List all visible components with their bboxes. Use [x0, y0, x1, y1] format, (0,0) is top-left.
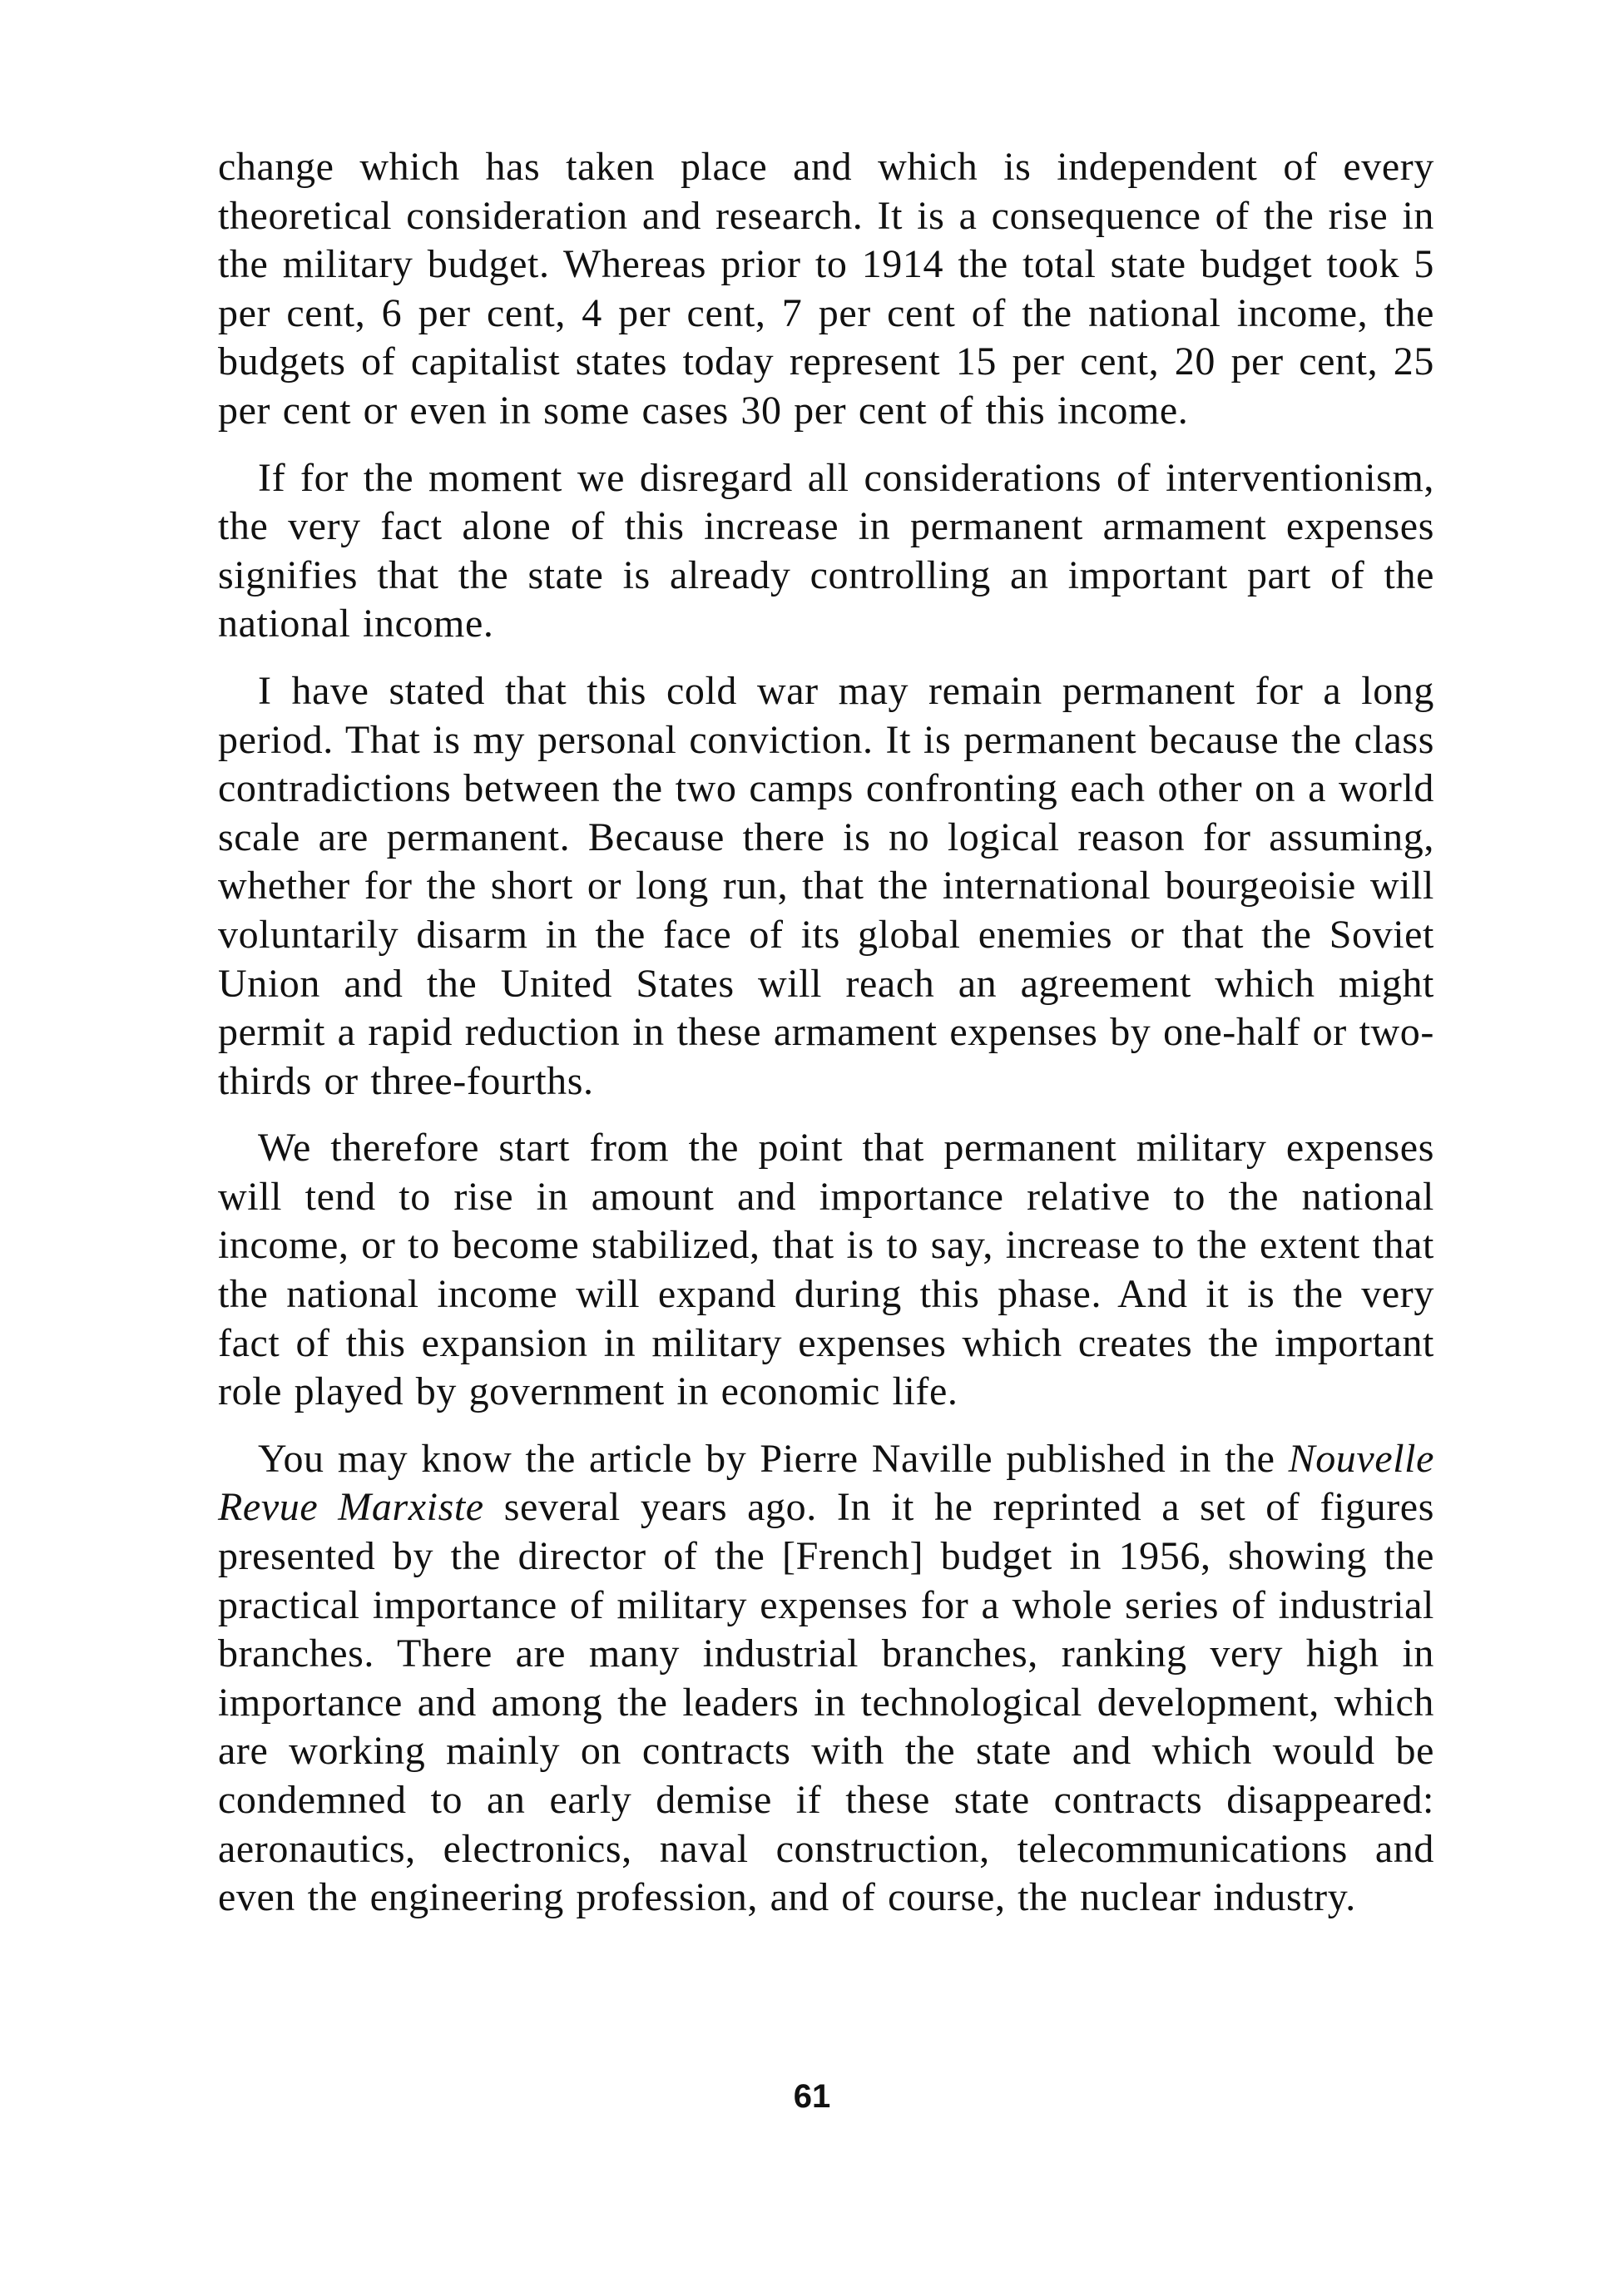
paragraph-4: We therefore start from the point that permanent military expenses will tend to rise in amount and importance relative to the national income, or to become stabilized, that is to say, increase to the extent that the national income will expand during this phase. And it is the very fact of this expansion in military expenses which creates the important role played by government in economic life. — [218, 1126, 1434, 1414]
paragraph-1: change which has taken place and which is independent of every theoretical consideration and research. It is a consequence of the rise in the military budget. Whereas prior to 1914 the total state budget took 5 per cent, 6 per cent, 4 per cent, 7 per cent of the national income, the budgets of capitalist states today represent 15 per cent, 20 per cent, 25 per cent or even in some cases 30 per cent of this income. — [218, 145, 1434, 433]
paragraph-5-after: several years ago. In it he reprinted a set of figures presented by the director of the [French] budget in 1956, showing the practical importance of military expenses for a whole series of industrial branches. There are many industrial branches, ranking very high in importance and among the leaders in technological development, which are working mainly on contracts with the state and which would be condemned to an early demise if these state contracts disappeared: aeronautics, electronics, naval construction, telecommunications and even the engineering profession, and of course, the nuclear industry. — [218, 1485, 1434, 1920]
page-number: 61 — [793, 2078, 831, 2115]
paragraph-3: I have stated that this cold war may remain permanent for a long period. That is my personal conviction. It is permanent because the class contradictions between the two camps confronting each other on a world scale are permanent. Because there is no logical reason for assuming, whether for the short or long run, that the international bourgeoisie will voluntarily disarm in the face of its global enemies or that the Soviet Union and the United States will reach an agreement which might permit a rapid reduction in these armament expenses by one-half or two-thirds or three-fourths. — [218, 668, 1434, 1103]
journal-title: Nouvelle Revue Marxiste — [218, 1436, 1434, 1530]
page-body — [218, 143, 1434, 1941]
paragraph-2: If for the moment we disregard all considerations of interventionism, the very fact alone of this increase in permanent armament expenses signifies that the state is already controlling an important part of the national income. — [218, 455, 1434, 646]
paragraph-5-before: You may know the article by Pierre Naville published in the — [258, 1436, 1289, 1481]
paragraph-5 — [218, 1435, 1434, 1923]
